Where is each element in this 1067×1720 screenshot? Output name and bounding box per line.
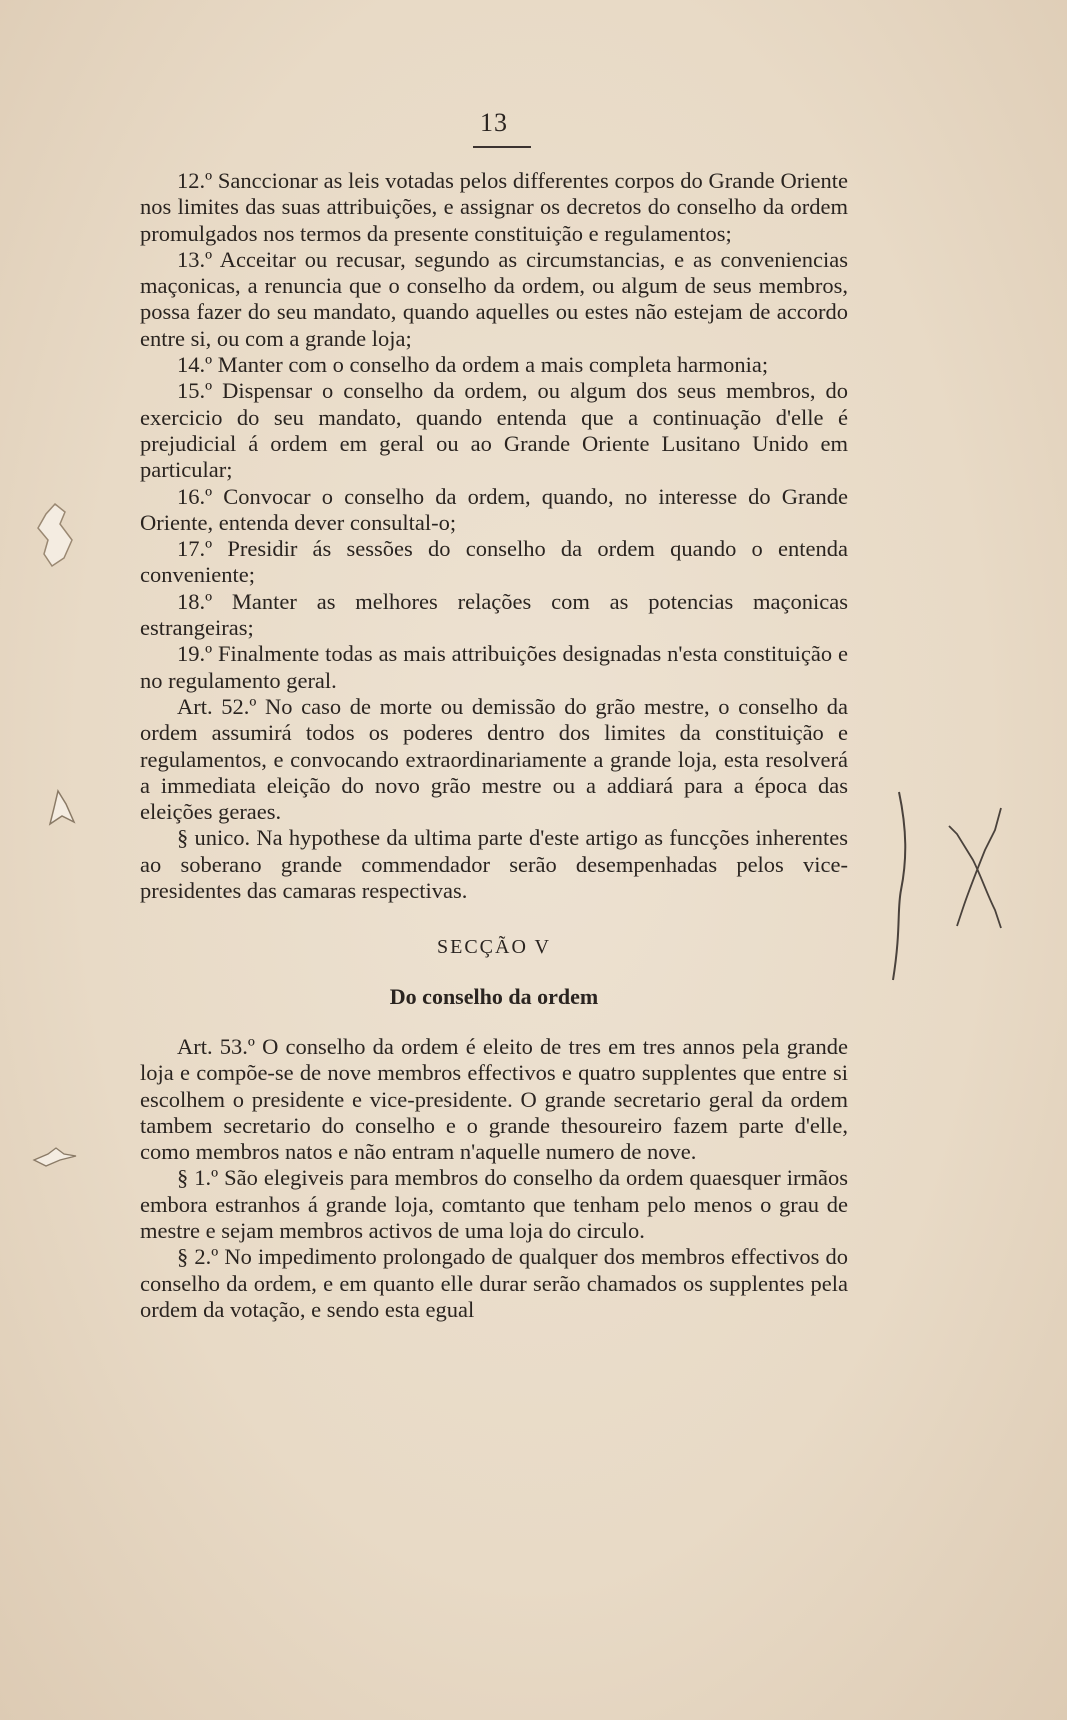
pencil-x-mark [877,790,1027,990]
section-sign-paragraph: § 1.º São elegiveis para membros do conselho da ordem quaesquer irmãos embora estranhos á grande loja, comtanto que tenham pelo menos o grau de mestre e sejam membros activos de uma loja do circulo. [140,1165,848,1243]
paragraph: 18.º Manter as melhores relações com as potencias maçonicas estrangeiras; [140,588,848,641]
section-sign-paragraph: § unico. Na hypothese da ultima parte d'este artigo as funcções inherentes ao soberano grande commendador serão desempenhadas pelos vice-presidentes das camaras respectivas. [140,825,848,904]
paragraph: 16.º Convocar o conselho da ordem, quando, no interesse do Grande Oriente, entenda dever consultal-o; [140,483,848,535]
paragraph: 14.º Manter com o conselho da ordem a mais completa harmonia; [177,352,769,378]
binding-hole-top [30,500,80,570]
binding-hole-bottom [30,1142,80,1172]
section-title: Do conselho da ordem [389,983,599,1009]
body-text [140,168,848,1323]
article-paragraph: Art. 52.º No caso de morte ou demissão do grão mestre, o conselho da ordem assumirá todos os poderes dentro dos limites da constituição e regulamentos, e convocando extraordinariamente a grande loja, esta resolverá a immediata eleição do novo grão mestre ou a addiará para a época das eleições geraes. [140,693,848,825]
page-number: 13 [480,108,508,137]
page-number-rule [473,146,531,148]
article-paragraph: Art. 53.º O conselho da ordem é eleito de tres em tres annos pela grande loja e compõe-se de nove membros effectivos e quatro supplentes que entre si escolhem o presidente e vice-presidente. O grande secretario geral da ordem tambem secretario do conselho e o grande thesoureiro fazem parte d'elle, como membros natos e não entram n'aquelle numero de nove. [140,1033,848,1165]
paragraph: 19.º Finalmente todas as mais attribuições designadas n'esta constituição e no regulamento geral. [140,641,848,693]
paragraph: 12.º Sanccionar as leis votadas pelos differentes corpos do Grande Oriente nos limites das suas attribuições, e assignar os decretos do conselho da ordem promulgados nos termos da presente constituição e regulamentos; [140,168,848,246]
section-sign-paragraph: § 2.º No impedimento prolongado de qualquer dos membros effectivos do conselho da ordem, e em quanto elle durar serão chamados os supplentes pela ordem da votação, e sendo esta egual [140,1244,848,1322]
binding-hole-middle [42,788,78,828]
paragraph: 17.º Presidir ás sessões do conselho da ordem quando o entenda conveniente; [140,536,848,588]
paragraph: 15.º Dispensar o conselho da ordem, ou algum dos seus membros, do exercicio do seu mandato, quando entenda que a continuação d'elle é prejudicial á ordem em geral ou ao Grande Oriente Lusitano Unido em particular; [140,378,848,483]
section-heading: SECÇÃO V [437,936,551,959]
paragraph: 13.º Acceitar ou recusar, segundo as circumstancias, e as conveniencias maçonicas, a renuncia que o conselho da ordem, ou algum de seus membros, possa fazer do seu mandato, quando aquelles ou estes não estejam de accordo entre si, ou com a grande loja; [140,246,848,351]
